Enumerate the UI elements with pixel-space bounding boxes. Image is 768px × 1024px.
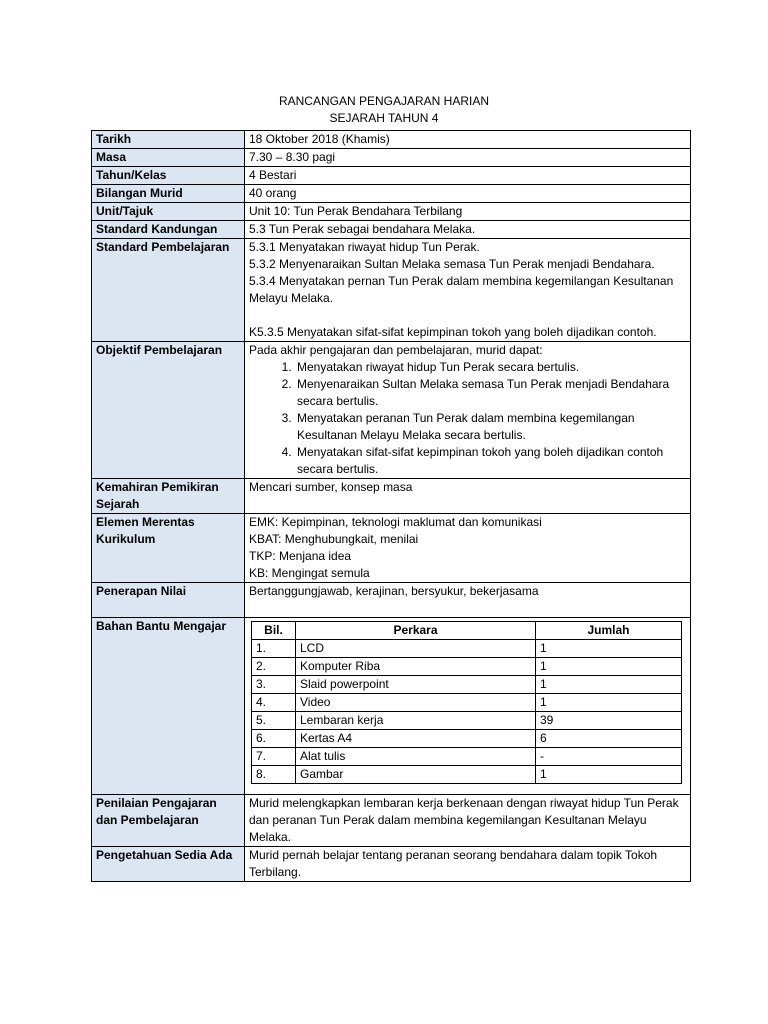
cell-perkara: Slaid powerpoint — [296, 676, 536, 694]
cell-jumlah: 1 — [536, 658, 682, 676]
row-standard-pembelajaran — [92, 239, 691, 342]
label-elemen: Elemen Merentas Kurikulum — [92, 514, 245, 583]
label-kemahiran: Kemahiran Pemikiran Sejarah — [92, 479, 245, 514]
header-perkara: Perkara — [296, 622, 536, 640]
value-objektif — [245, 342, 691, 479]
sp-line: 5.3.1 Menyatakan riwayat hidup Tun Perak. — [249, 240, 480, 254]
cell-perkara: Lembaran kerja — [296, 712, 536, 730]
label-masa: Masa — [92, 149, 245, 167]
value-nilai — [245, 583, 691, 618]
cell-bil: 1. — [252, 640, 296, 658]
label-pengetahuan: Pengetahuan Sedia Ada — [92, 847, 245, 882]
spacer — [249, 786, 686, 794]
row-kemahiran — [92, 479, 691, 514]
label-murid: Bilangan Murid — [92, 185, 245, 203]
value-unit: Unit 10: Tun Perak Bendahara Terbilang — [245, 203, 691, 221]
cell-perkara: Komputer Riba — [296, 658, 536, 676]
label-kelas: Tahun/Kelas — [92, 167, 245, 185]
row-elemen — [92, 514, 691, 583]
row-bahan-bantu — [92, 618, 691, 795]
label-tarikh: Tarikh — [92, 131, 245, 149]
lesson-plan-table — [91, 130, 691, 882]
row-penilaian — [92, 795, 691, 847]
value-masa: 7.30 – 8.30 pagi — [245, 149, 691, 167]
sp-line: 5.3.2 Menyenaraikan Sultan Melaka semasa Tun Perak menjadi Bendahara. — [249, 257, 655, 271]
cell-perkara: Video — [296, 694, 536, 712]
table-row — [252, 748, 682, 766]
objektif-list — [249, 359, 686, 478]
value-standard-kandungan: 5.3 Tun Perak sebagai bendahara Melaka. — [245, 221, 691, 239]
cell-perkara: Alat tulis — [296, 748, 536, 766]
cell-jumlah: 39 — [536, 712, 682, 730]
cell-bil: 5. — [252, 712, 296, 730]
header-jumlah: Jumlah — [536, 622, 682, 640]
cell-perkara: Gambar — [296, 766, 536, 784]
elemen-line: KB: Mengingat semula — [249, 566, 370, 580]
objektif-item: 3. Menyatakan peranan Tun Perak dalam membina kegemilangan Kesultanan Melayu Melaka secara bertulis. — [295, 410, 686, 444]
value-penilaian: Murid melengkapkan lembaran kerja berkenaan dengan riwayat hidup Tun Perak dan peranan Tun Perak dalam membina kegemilangan Kesultanan Melayu Melaka. — [245, 795, 691, 847]
label-unit: Unit/Tajuk — [92, 203, 245, 221]
elemen-line: EMK: Kepimpinan, teknologi maklumat dan komunikasi — [249, 515, 542, 529]
cell-bil: 3. — [252, 676, 296, 694]
cell-jumlah: 1 — [536, 640, 682, 658]
table-row — [252, 694, 682, 712]
spacer — [249, 307, 686, 324]
value-kelas: 4 Bestari — [245, 167, 691, 185]
cell-bil: 6. — [252, 730, 296, 748]
row-pengetahuan — [92, 847, 691, 882]
cell-bil: 8. — [252, 766, 296, 784]
value-kemahiran: Mencari sumber, konsep masa — [245, 479, 691, 514]
cell-jumlah: 1 — [536, 766, 682, 784]
table-row — [252, 766, 682, 784]
document-subtitle: SEJARAH TAHUN 4 — [329, 111, 439, 125]
spacer — [249, 600, 686, 617]
document-title: RANCANGAN PENGAJARAN HARIAN — [278, 94, 490, 108]
cell-jumlah: 1 — [536, 694, 682, 712]
sp-line: K5.3.5 Menyatakan sifat-sifat kepimpinan tokoh yang boleh dijadikan contoh. — [249, 325, 657, 339]
document-header — [0, 93, 768, 127]
row-murid — [92, 185, 691, 203]
nilai-text: Bertanggungjawab, kerajinan, bersyukur, bekerjasama — [249, 584, 539, 598]
value-tarikh: 18 Oktober 2018 (Khamis) — [245, 131, 691, 149]
header-bil: Bil. — [252, 622, 296, 640]
row-kelas — [92, 167, 691, 185]
value-elemen — [245, 514, 691, 583]
cell-jumlah: 1 — [536, 676, 682, 694]
row-masa — [92, 149, 691, 167]
value-standard-pembelajaran — [245, 239, 691, 342]
bahan-table — [251, 621, 682, 784]
row-objektif — [92, 342, 691, 479]
table-row — [252, 730, 682, 748]
cell-jumlah: 6 — [536, 730, 682, 748]
label-standard-kandungan: Standard Kandungan — [92, 221, 245, 239]
cell-perkara: LCD — [296, 640, 536, 658]
objektif-intro: Pada akhir pengajaran dan pembelajaran, murid dapat: — [249, 343, 543, 357]
value-pengetahuan: Murid pernah belajar tentang peranan seorang bendahara dalam topik Tokoh Terbilang. — [245, 847, 691, 882]
value-bahan-bantu — [245, 618, 691, 795]
label-bahan-bantu: Bahan Bantu Mengajar — [92, 618, 245, 795]
table-row — [252, 658, 682, 676]
row-tarikh — [92, 131, 691, 149]
label-standard-pembelajaran: Standard Pembelajaran — [92, 239, 245, 342]
bahan-header-row — [252, 622, 682, 640]
table-row — [252, 640, 682, 658]
cell-perkara: Kertas A4 — [296, 730, 536, 748]
label-objektif: Objektif Pembelajaran — [92, 342, 245, 479]
cell-bil: 7. — [252, 748, 296, 766]
row-unit — [92, 203, 691, 221]
elemen-line: TKP: Menjana idea — [249, 549, 352, 563]
value-murid: 40 orang — [245, 185, 691, 203]
objektif-item: 2. Menyenaraikan Sultan Melaka semasa Tun Perak menjadi Bendahara secara bertulis. — [295, 376, 686, 410]
label-nilai: Penerapan Nilai — [92, 583, 245, 618]
row-nilai — [92, 583, 691, 618]
cell-bil: 2. — [252, 658, 296, 676]
table-row — [252, 676, 682, 694]
label-penilaian: Penilaian Pengajaran dan Pembelajaran — [92, 795, 245, 847]
sp-line: 5.3.4 Menyatakan pernan Tun Perak dalam membina kegemilangan Kesultanan Melayu Melaka. — [249, 274, 674, 305]
cell-bil: 4. — [252, 694, 296, 712]
row-standard-kandungan — [92, 221, 691, 239]
table-row — [252, 712, 682, 730]
objektif-item: 1. Menyatakan riwayat hidup Tun Perak secara bertulis. — [295, 359, 686, 376]
cell-jumlah: - — [536, 748, 682, 766]
elemen-line: KBAT: Menghubungkait, menilai — [249, 532, 419, 546]
objektif-item: 4. Menyatakan sifat-sifat kepimpinan tokoh yang boleh dijadikan contoh secara bertulis. — [295, 444, 686, 478]
